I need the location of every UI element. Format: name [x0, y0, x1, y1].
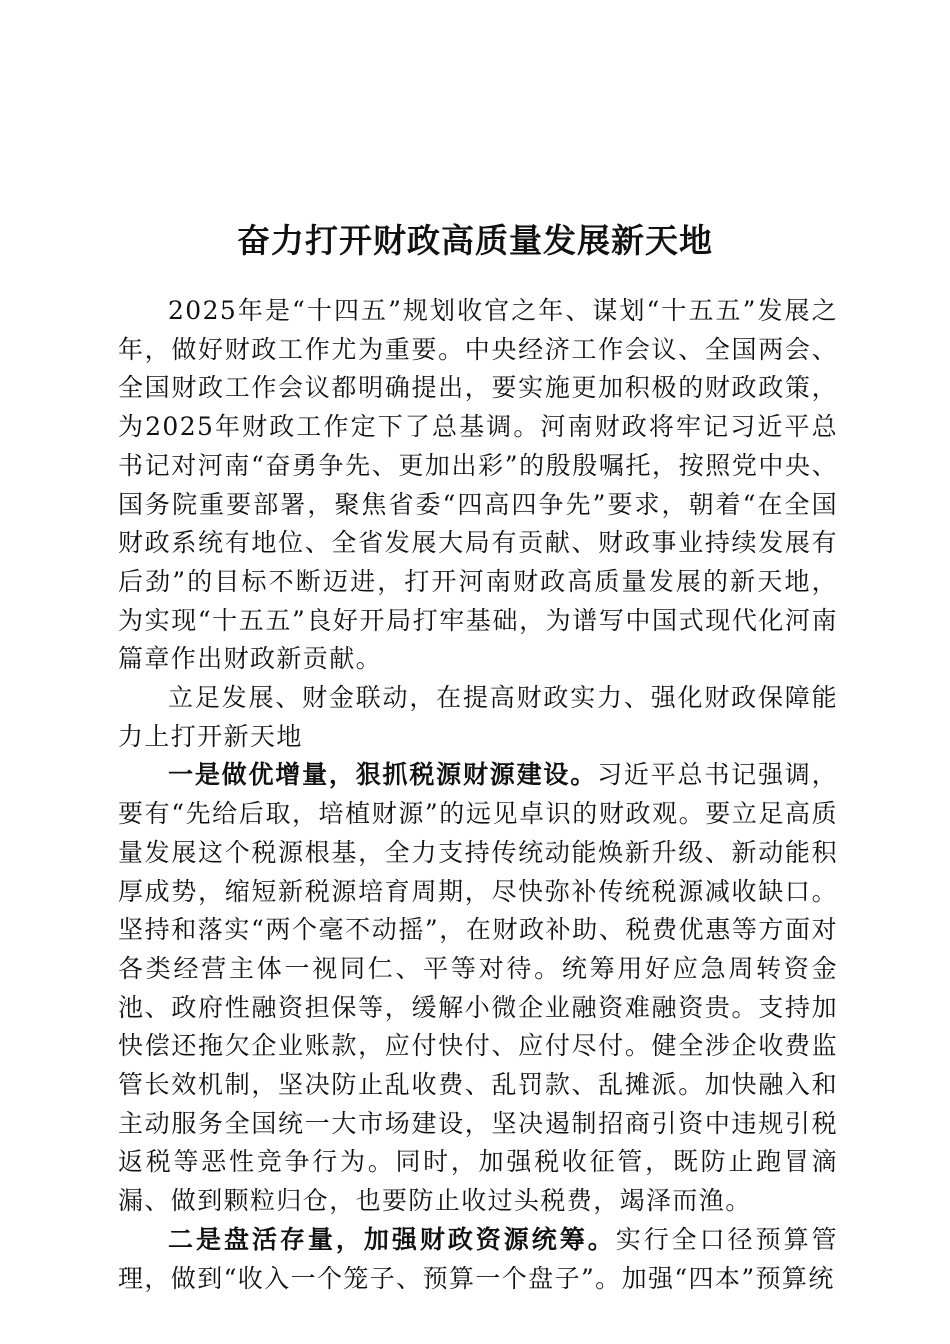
section-heading-text: 立足发展、财金联动，在提高财政实力、强化财政保障能力上打开新天地: [118, 683, 838, 751]
point-two-text: 实行全口径预算管理，做到“收入一个笼子、预算一个盘子”。加强“四本”预算统: [118, 1224, 838, 1293]
paragraph-intro: [118, 292, 838, 679]
document-title: 奋力打开财政高质量发展新天地: [237, 221, 713, 261]
point-one-lead: 一是做优增量，狠抓税源财源建设。: [168, 760, 598, 790]
paragraph-point-two: [118, 1221, 838, 1298]
point-two-lead: 二是盘活存量，加强财政资源统筹。: [168, 1224, 616, 1254]
section-heading: [118, 679, 838, 756]
point-one-text: 习近平总书记强调，要有“先给后取，培植财源”的远见卓识的财政观。要立足高质量发展这个税源根基，全力支持传统动能焕新升级、新动能积厚成势，缩短新税源培育周期，尽快弥补传统税源减收缺口。坚持和落实“两个毫不动摇”，在财政补助、税费优惠等方面对各类经营主体一视同仁、平等对待。统筹用好应急周转资金池、政府性融资担保等，缓解小微企业融资难融资贵。支持加快偿还拖欠企业账款，应付快付、应付尽付。健全涉企收费监管长效机制，坚决防止乱收费、乱罚款、乱摊派。加快融入和主动服务全国统一大市场建设，坚决遏制招商引资中违规引税返税等恶性竞争行为。同时，加强税收征管，既防止跑冒滴漏、做到颗粒归仓，也要防止收过头税费，竭泽而渔。: [118, 760, 838, 1216]
paragraph-point-one: [118, 756, 838, 1220]
document-body: [118, 292, 838, 1298]
paragraph-intro-text: 2025年是“十四五”规划收官之年、谋划“十五五”发展之年，做好财政工作尤为重要。中央经济工作会议、全国两会、全国财政工作会议都明确提出，要实施更加积极的财政政策，为2025年财政工作定下了总基调。河南财政将牢记习近平总书记对河南“奋勇争先、更加出彩”的殷殷嘱托，按照党中央、国务院重要部署，聚焦省委“四高四争先”要求，朝着“在全国财政系统有地位、全省发展大局有贡献、财政事业持续发展有后劲”的目标不断迈进，打开河南财政高质量发展的新天地，为实现“十五五”良好开局打牢基础，为谱写中国式现代化河南篇章作出财政新贡献。: [118, 296, 838, 674]
